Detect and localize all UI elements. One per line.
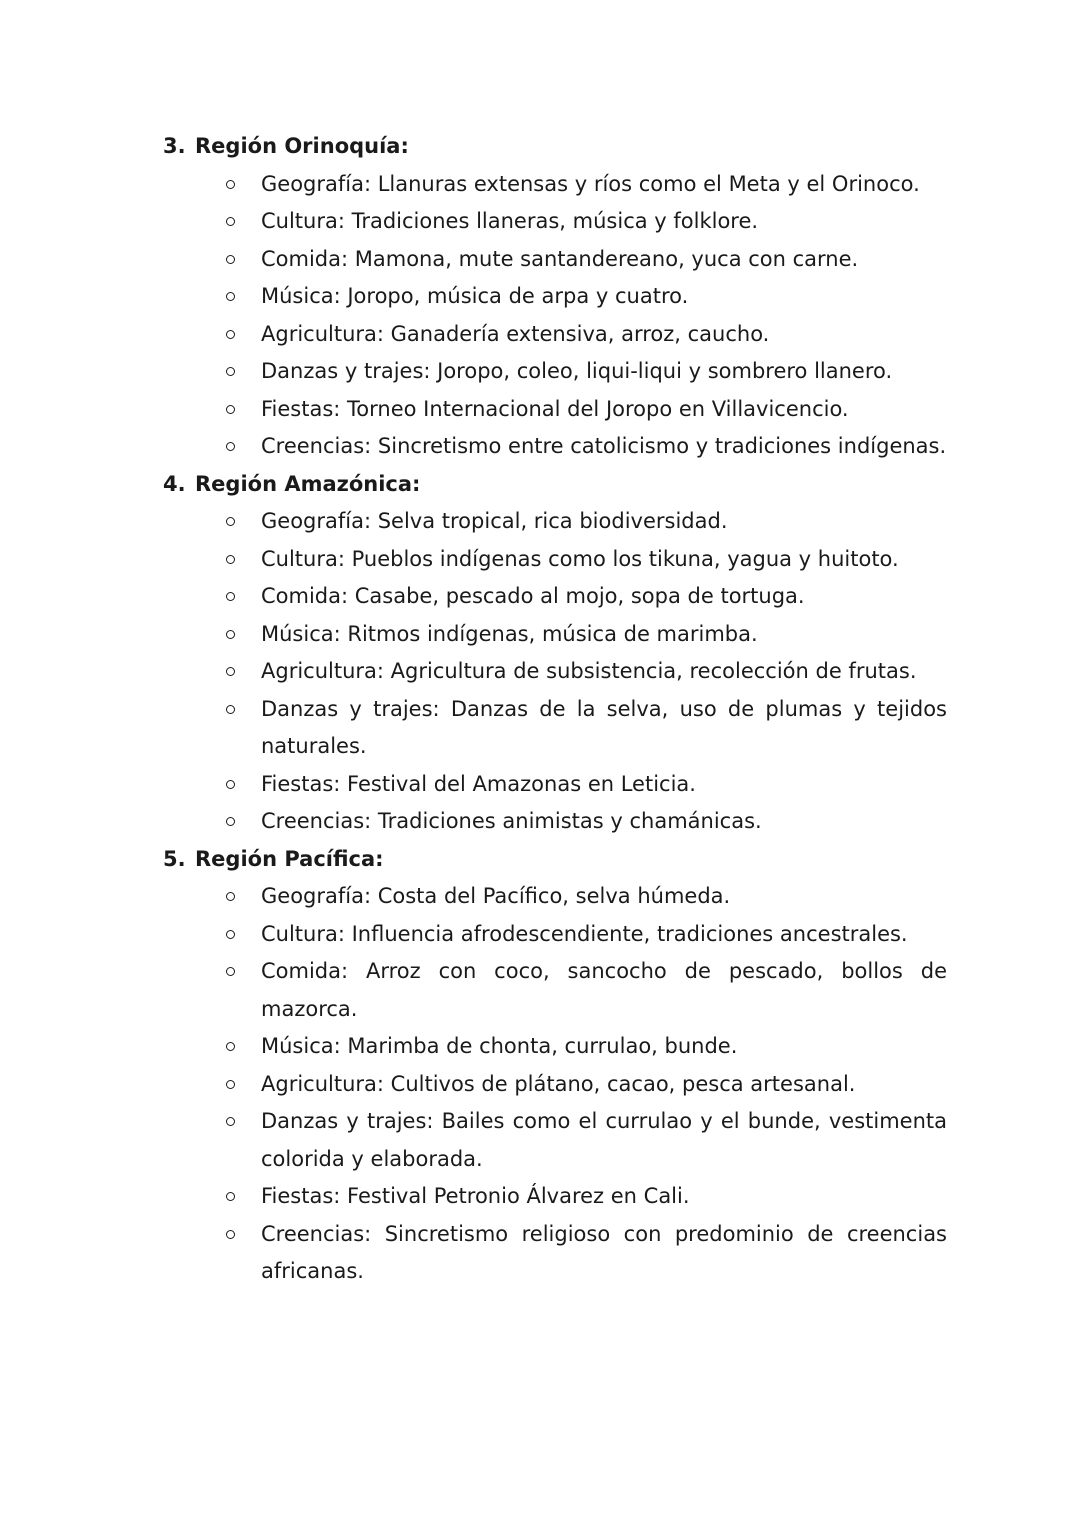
bullet-list (0, 878, 1080, 1291)
bullet-list (0, 166, 1080, 466)
section-title: Región Amazónica: (195, 471, 421, 496)
list-item: Música: Ritmos indígenas, música de marimba. (261, 616, 947, 654)
list-item: Fiestas: Torneo Internacional del Joropo en Villavicencio. (261, 391, 947, 429)
document-page (0, 128, 1080, 1291)
section-number: 4. (163, 471, 186, 496)
bullet-circle-icon (226, 930, 235, 939)
bullet-circle-icon (226, 967, 235, 976)
list-item: Cultura: Tradiciones llaneras, música y folklore. (261, 203, 947, 241)
bullet-circle-icon (226, 180, 235, 189)
bullet-circle-icon (226, 1192, 235, 1201)
bullet-circle-icon (226, 592, 235, 601)
list-item: Agricultura: Ganadería extensiva, arroz, caucho. (261, 316, 947, 354)
bullet-circle-icon (226, 667, 235, 676)
list-item: Música: Joropo, música de arpa y cuatro. (261, 278, 947, 316)
bullet-circle-icon (226, 892, 235, 901)
bullet-circle-icon (226, 217, 235, 226)
section-number: 3. (163, 134, 186, 158)
bullet-circle-icon (226, 555, 235, 564)
list-item: Creencias: Sincretismo religioso con predominio de creencias africanas. (261, 1216, 947, 1291)
list-item: Fiestas: Festival Petronio Álvarez en Cali. (261, 1178, 947, 1216)
bullet-circle-icon (226, 780, 235, 789)
list-item: Música: Marimba de chonta, currulao, bunde. (261, 1028, 947, 1066)
section-title: Región Orinoquía: (195, 134, 409, 158)
bullet-circle-icon (226, 405, 235, 414)
bullet-circle-icon (226, 367, 235, 376)
bullet-circle-icon (226, 330, 235, 339)
list-item: Geografía: Selva tropical, rica biodiversidad. (261, 503, 947, 541)
list-item: Creencias: Tradiciones animistas y chamánicas. (261, 803, 947, 841)
list-item: Comida: Casabe, pescado al mojo, sopa de tortuga. (261, 578, 947, 616)
list-item: Danzas y trajes: Bailes como el currulao y el bunde, vestimenta colorida y elaborada. (261, 1103, 947, 1178)
section-heading (163, 128, 1080, 166)
section-title: Región Pacífica: (195, 846, 384, 871)
list-item: Comida: Mamona, mute santandereano, yuca con carne. (261, 241, 947, 279)
bullet-list (0, 503, 1080, 841)
bullet-circle-icon (226, 1117, 235, 1126)
bullet-circle-icon (226, 255, 235, 264)
list-item: Agricultura: Cultivos de plátano, cacao, pesca artesanal. (261, 1066, 947, 1104)
list-item: Geografía: Llanuras extensas y ríos como el Meta y el Orinoco. (261, 166, 947, 204)
bullet-circle-icon (226, 517, 235, 526)
list-item: Comida: Arroz con coco, sancocho de pescado, bollos de mazorca. (261, 953, 947, 1028)
bullet-circle-icon (226, 1230, 235, 1239)
bullet-circle-icon (226, 705, 235, 714)
list-item: Cultura: Pueblos indígenas como los tikuna, yagua y huitoto. (261, 541, 947, 579)
list-item: Danzas y trajes: Joropo, coleo, liqui-liqui y sombrero llanero. (261, 353, 947, 391)
list-item: Cultura: Influencia afrodescendiente, tradiciones ancestrales. (261, 916, 947, 954)
list-item: Fiestas: Festival del Amazonas en Leticia. (261, 766, 947, 804)
bullet-circle-icon (226, 1080, 235, 1089)
list-item: Agricultura: Agricultura de subsistencia, recolección de frutas. (261, 653, 947, 691)
bullet-circle-icon (226, 292, 235, 301)
section-pacifica (0, 841, 1080, 1291)
list-item: Geografía: Costa del Pacífico, selva húmeda. (261, 878, 947, 916)
section-amazonica (0, 466, 1080, 841)
section-number: 5. (163, 846, 186, 871)
bullet-circle-icon (226, 817, 235, 826)
section-orinoquia (0, 128, 1080, 466)
section-heading (163, 466, 1080, 504)
bullet-circle-icon (226, 630, 235, 639)
list-item: Danzas y trajes: Danzas de la selva, uso de plumas y tejidos naturales. (261, 691, 947, 766)
section-heading (163, 841, 1080, 879)
list-item: Creencias: Sincretismo entre catolicismo y tradiciones indígenas. (261, 428, 947, 466)
bullet-circle-icon (226, 1042, 235, 1051)
bullet-circle-icon (226, 442, 235, 451)
